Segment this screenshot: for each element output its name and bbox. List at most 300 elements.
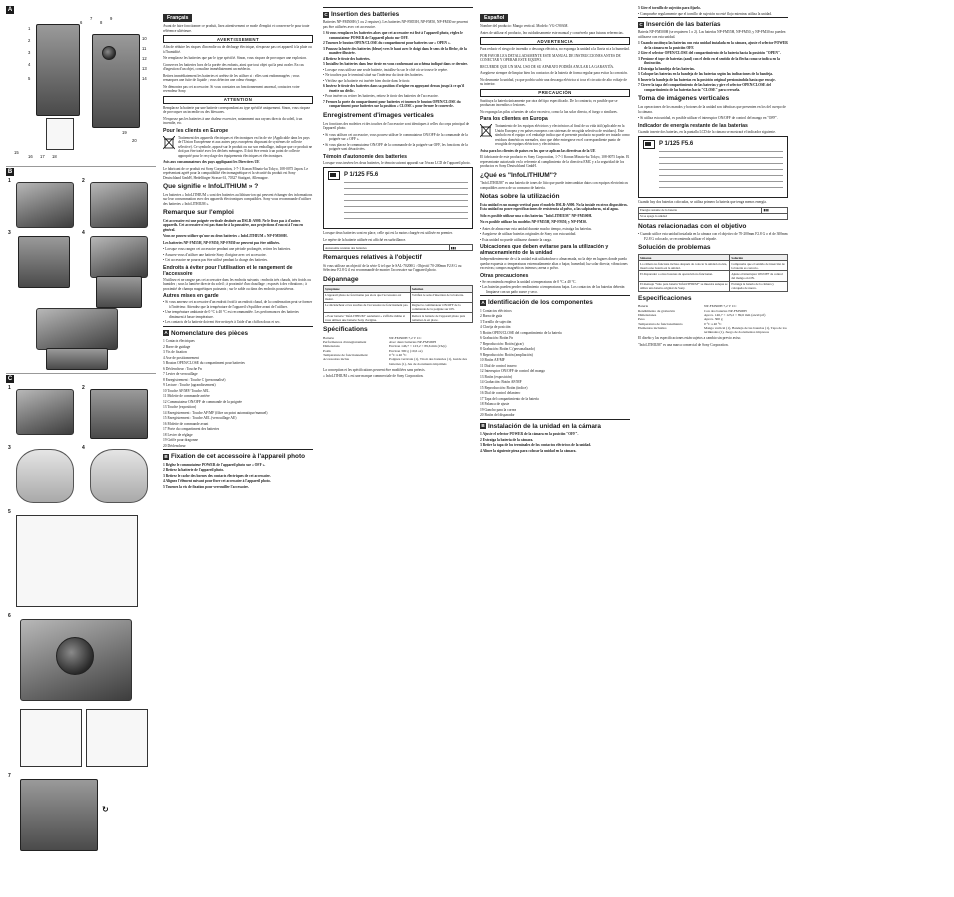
install-step: 2 Extraiga la batería de la cámara. <box>480 437 534 442</box>
warning-text-5: Ne démontez pas cet accessoire. Si vous constatez un fonctionnement anormal, contactez votre revendeur Sony. <box>163 84 300 93</box>
eu-heading: Pour les clients en Europe <box>163 127 229 134</box>
troubleshooting-header-solution: Solution <box>410 286 472 292</box>
spec-value: Mango vertical (1), Bandeja de las baterías (1), Tapa de los terminales (1), Juego de documentos impresos <box>704 325 787 335</box>
spec-key: Batería <box>638 304 649 309</box>
parts-item: 8 Grabación: Botón C (personalizado) <box>480 347 535 352</box>
attach-step: 1 Réglez le commutateur POWER de l'appareil photo sur « OFF ». <box>163 462 266 467</box>
tray-detail-illustration <box>20 709 82 767</box>
step-b-3: 3 <box>8 230 11 236</box>
install-section-title: Instalación de la unidad en la cámara <box>488 422 601 430</box>
table-row <box>324 292 473 302</box>
rotate-arrow-icon: ↻ <box>102 805 109 814</box>
install-note: • Compruebe regularmente que el tornillo de sujeción no esté flojo mientras utiliza la unidad. <box>638 12 788 17</box>
column-spanish-2 <box>638 6 788 891</box>
usage-bullet-2: • Asegúrese de utilizar baterías originales de Sony con esta unidad. <box>480 232 630 237</box>
insert-note: • Pour insérer ou retirer les batteries, retirez le tiroir des batteries de l'accessoire. <box>323 94 473 99</box>
usage-notes-text-3: Les batteries NP-FM55H, NP-FM50, NP-FM30 ne peuvent pas être utilisées. <box>163 240 280 245</box>
spec-value: NP-FM500H 7,2 V CC <box>389 335 422 340</box>
insert-battery-title: Inserción de las baterías <box>646 21 721 28</box>
crossed-bin-icon <box>163 136 175 150</box>
parts-item: 18 Levier de réglage <box>163 432 193 437</box>
warning-text-5: No desmonte la unidad, ya que podría sufrir una descarga eléctrica si toca el circuito de alto voltaje de su interior. <box>480 77 627 86</box>
lcd-screen-illustration <box>638 136 788 198</box>
trademark-note: "InfoLITHIUM" es una marca comercial de Sony Corporation. <box>638 342 729 347</box>
usage-bullet-2: • Assurez-vous d'utiliser une batterie Sony d'origine avec cet accessoire. <box>163 253 313 258</box>
warning-text-4: Retirez immédiatement les batteries et arrêtez de les utiliser si : elles sont endommagées ; vous remarquez une fuite de liquide ; vous détectez une odeur étrange. <box>163 73 300 82</box>
parts-item: 11 Dial de control trasero <box>480 363 517 368</box>
vertical-shooting-heading: Toma de imágenes verticales <box>638 95 730 103</box>
insert-step: 4 Retirez le tiroir des batteries. <box>323 56 371 61</box>
insert-battery-intro: Batería NP-FM500H (se requieren 1 o 2). Las baterías NP-FM55H, NP-FM50, y NP-FM30 no pueden utilizarse con esta unidad. <box>638 30 786 39</box>
storage-heading: Endroits à éviter pour l'utilisation et le rangement de l'accessoire <box>163 264 293 277</box>
troubleshooting-table <box>638 254 788 292</box>
troubleshooting-header-symptom: Symptôme <box>324 286 411 292</box>
eu-notice-text: Le fabricant de ce produit est Sony Corporation, 1-7-1 Konan Minato-ku Tokyo, 108-0075 Japon. Le représentant agréé pour la compatibilité électromagnétique et la sécurité du produit est Sony Deutschland GmbH, Hedelfinger Strasse 61, 70327 Stuttgart, Allemagne. <box>163 166 309 180</box>
insert-step: 6 Insérez le tiroir des batteries dans sa position d'origine en appuyant dessus jusqu'à ce qu'il émette un déclic. <box>323 84 465 93</box>
callout-5: 5 <box>28 76 31 81</box>
parts-list <box>480 309 630 418</box>
other-precautions-heading: Otras precauciones <box>480 272 529 279</box>
step-c-5: 5 <box>8 509 11 515</box>
caution-text: Sustituya la batería únicamente por otra del tipo especificado. De lo contrario, es posible que se produzcan incendios o lesiones. <box>480 98 618 107</box>
battery-indicator-heading: Témoin d'autonomie des batteries <box>323 153 407 160</box>
callout-18: 18 <box>52 154 57 159</box>
parts-item: 13 Touche (exposition) <box>163 405 197 410</box>
usage-notes-text: Cet accessoire est une poignée verticale destinée au DSLR-A900. Ne le fixez pas à d'autres appareils. Cet accessoire n'est pas étanche à la poussière, aux projections d'eau ni à l'eau en général. <box>163 218 303 232</box>
usage-bullet-1: • Antes de almacenar esta unidad durante mucho tiempo, extraiga las baterías. <box>480 227 630 232</box>
spec-key: Dimensions <box>323 344 340 349</box>
symptom-cell: Le déclencheur et les touches de l'accessoire ne fonctionnent pas. <box>324 302 411 312</box>
eu-text: Traitement des appareils électriques et électroniques en fin de vie (Applicable dans les pays de l'Union Européenne et aux autres pays européens disposant de systèmes de collecte sélective). Ce symbole, apposé sur le produit ou sur son emballage, indique que ce produit ne doit pas être traité avec les déchets ménagers. Il doit être remis à un point de collecte approprié pour le recyclage des équipements électriques et électroniques. <box>178 135 313 158</box>
battery-level-table <box>323 244 473 251</box>
spec-value: Environ 146,7 × 123,2 × 89,6 mm (l/h/p) <box>389 344 447 349</box>
spec-key: Accessoires inclus <box>323 357 349 362</box>
parts-item: 5 Bouton OPEN/CLOSE du compartiment pour batteries <box>163 361 245 366</box>
insert-step: 4 Extraiga la bandeja de las baterías. <box>638 66 695 71</box>
parts-section-heading <box>163 330 313 337</box>
lcd-screen-illustration <box>323 167 473 229</box>
parts-item: 3 Vis de fixation <box>163 350 187 355</box>
callout-12: 12 <box>142 56 147 61</box>
figures-column <box>6 6 156 891</box>
lens-notes-heading: Notas relacionadas con el objetivo <box>638 222 747 230</box>
insert-step: 2 Tournez le bouton OPEN/CLOSE du compartiment pour batteries sur « OPEN ». <box>323 41 451 46</box>
parts-item: 1 Contacts électriques <box>163 339 195 344</box>
spec-value: Aprox. 300 g <box>704 317 723 322</box>
table-row <box>324 312 473 322</box>
install-step: 1 Ajuste el selector POWER de la cámara en la posición "OFF". <box>480 432 579 436</box>
troubleshooting-heading: Solución de problemas <box>638 244 711 252</box>
warning-text: Afin de réduire les risques d'incendie ou de décharge électrique, n'exposez pas cet appareil à la pluie ou à l'humidité. <box>163 45 312 54</box>
other-bullet-1: • Se recomienda emplear la unidad a temperaturas de 0 °C a 40 °C. <box>480 280 630 285</box>
solution-cell: Retirez la batterie de l'appareil photo puis remettez-la en place. <box>410 312 472 322</box>
infolithium-heading: Que signifie « InfoLITHIUM » ? <box>163 183 259 190</box>
callout-17: 17 <box>40 154 45 159</box>
lcd-exposure-readout: P 1/125 F5.6 <box>344 172 379 178</box>
usage-notes-text-2: Vous ne pouvez utiliser qu'une ou deux batteries « InfoLITHIUM » NP-FM500H. <box>163 234 288 239</box>
troubleshooting-table <box>323 285 473 323</box>
parts-item: 6 Déclencheur : Touche Fn <box>163 366 202 371</box>
section-letter-a: A <box>481 299 485 305</box>
vertical-shooting-text: Las operaciones de los mandos y botones de la unidad son idénticas que presenten en los del cuerpo de la cámara. <box>638 105 786 114</box>
callout-7: 7 <box>90 16 93 21</box>
troubleshooting-header-solution: Solución <box>730 255 788 261</box>
intro-text: Avant de faire fonctionner ce produit, lisez attentivement ce mode d'emploi et conservez-le pour toute référence ultérieure. <box>163 24 310 33</box>
parts-item: 9 Reproducción: Botón (ampliación) <box>480 352 533 357</box>
parts-item: 9 Lecture : Touche (agrandissement) <box>163 383 216 388</box>
parts-item: 20 Botón del disparador <box>480 413 515 418</box>
attach-section-heading <box>163 453 313 460</box>
section-letter-b: B <box>164 453 168 459</box>
warning-text: Para reducir el riesgo de incendio o descarga eléctrica, no exponga la unidad a la lluvia ni a la humedad. <box>480 47 630 51</box>
column-spanish-1 <box>480 6 630 891</box>
attach-step: 2 Retirez la batterie de l'appareil photo. <box>163 468 225 472</box>
parts-item: 14 Grabación: Botón AF/MF <box>480 380 522 385</box>
callout-10: 10 <box>142 36 147 41</box>
symptom-cell: La cámara no funciona incluso después de colocar la unidad en ésta, inserta una batería en la unidad. <box>639 261 730 271</box>
insert-step: 6 Inserte la bandeja de las baterías en la posición original presionándola hasta que encaje. <box>638 77 776 82</box>
insert-note: • Ne touchez pas le terminal situé sur l'intérieur du tiroir des batteries. <box>323 73 473 78</box>
crossed-bin-icon <box>480 124 492 138</box>
callout-15: 15 <box>14 150 19 155</box>
warning-heading: AVERTISSEMENT <box>163 35 313 43</box>
recycle-block <box>163 136 313 159</box>
eu-notice-heading: Aviso para los clientes de países en los que se aplican las directivas de la UE <box>480 148 596 153</box>
infolithium-text: "InfoLITHIUM" es una batería de iones de litio que puede intercambiar datos con equipos electrónicos compatibles acerca de su consumo de batería. <box>480 181 629 190</box>
parts-item: 4 Clavija de posición <box>480 325 511 330</box>
table-row <box>639 261 788 271</box>
battery-indicator-text: Cuando inserte dos baterías, en la pantalla LCD de la cámara se mostrará el indicador siguiente. <box>638 129 776 134</box>
camera-illustration-b5 <box>36 308 118 350</box>
callout-13: 13 <box>142 66 147 71</box>
solution-cell: Réglez le commutateur ON/OFF de la commande de la poignée sur ON. <box>410 302 472 312</box>
insert-step: 7 Cierre la tapa del compartimiento de las baterías y gire el selector OPEN/CLOSE del compartimiento de las baterías hacia "CLOSE" para cerrarla. <box>638 83 771 92</box>
solution-cell: Ajuste el interruptor ON/OFF de control del mango en ON. <box>730 271 788 281</box>
caution-text-2: No exponga las pilas a fuentes de calor excesivo, como la luz solar directa, el fuego o similares. <box>480 109 618 114</box>
parts-item: 20 Déclencheur <box>163 443 186 448</box>
callout-20: 20 <box>132 138 137 143</box>
camera-illustration-b2 <box>90 182 148 228</box>
parts-item: 5 Botón OPEN/CLOSE del compartimiento de la batería <box>480 330 562 335</box>
callout-2: 2 <box>28 38 31 43</box>
parts-item: 2 Barre de guidage <box>163 344 191 349</box>
vertical-shooting-heading: Enregistrement d'images verticales <box>323 111 434 119</box>
spec-value: Aprox. 146,7 × 123,2 × 89,6 mm (an/al/prf) <box>704 313 766 317</box>
tray-detail-illustration-2 <box>86 709 148 767</box>
insert-step: 5 Coloque las baterías en la bandeja de las baterías según las indicaciones de la bandeja. <box>638 72 773 77</box>
callout-14: 14 <box>142 76 147 81</box>
insert-step: 3 Poussez la butée des batteries (bleue) vers le haut avec le doigt dans le sens de la flèche, de la manière illustrée. <box>323 46 467 56</box>
spec-row <box>323 357 473 366</box>
usage-notes-text-3: No es posible utilizar los modelos NP-FM55H, NP-FM50, y NP-FM30. <box>480 220 587 225</box>
eu-notice-text: El fabricante de este producto es Sony Corporation, 1-7-1 Konan Minato-ku Tokyo, 108-0075 Japón. El representante autorizado en lo referente al cumplimiento de la directiva EMC y a la seguridad de los productos es Sony Deutschland GmbH. <box>480 155 630 168</box>
figure-a-parts <box>6 6 156 167</box>
parts-item: 6 Grabación: Botón Fn <box>480 336 514 341</box>
figure-b-attach <box>6 168 156 374</box>
battery-tray-illustration <box>46 118 74 150</box>
spec-key: Rendimiento de grabación <box>638 308 675 313</box>
usage-notes-heading: Notas sobre la utilización <box>480 193 560 201</box>
insert-step: 5 Installez les batteries dans leur tiroir en vous conformant au schéma indiqué dans ce dernier. <box>323 62 468 67</box>
parts-item: 19 Gancho para la correa <box>480 407 517 412</box>
spec-key: Température de fonctionnement <box>323 352 368 357</box>
figure-tab-c: C <box>7 376 13 382</box>
usage-bullet-3: • Cet accessoire ne pourra pas être utilisé pendant la charge des batteries. <box>163 258 313 263</box>
insert-battery-title: Insertion des batteries <box>331 11 400 18</box>
hand-illustration-c4 <box>90 449 148 503</box>
camera-illustration-b4 <box>90 236 148 278</box>
symptom-cell: « Pour batterie "InfoLITHIUM" seulement » s'affiche même si vous utilisez une batterie Sony d'origine. <box>324 312 411 322</box>
parts-item: 1 Contactos eléctricos <box>480 308 512 313</box>
step-c-6: 6 <box>8 613 11 619</box>
callout-16: 16 <box>28 154 33 159</box>
table-row <box>639 281 788 291</box>
lens-notes-heading: Remarques relatives à l'objectif <box>323 254 422 262</box>
spec-value: Con dos baterías NP-FM500H <box>704 308 747 313</box>
usage-bullet-1: • Lorsque vous rangez cet accessoire pendant une période prolongée, retirez les batteries. <box>163 247 313 252</box>
parts-item: 19 Griffe pour dragonne <box>163 438 198 443</box>
solution-cell: Vérifiez le sens d'insertion de la batterie. <box>410 292 472 302</box>
figure-tab-b: B <box>7 169 13 175</box>
table-row <box>639 271 788 281</box>
spec-value: 0 °C a 40 °C <box>704 321 722 326</box>
warning-text-3: Conservez les batteries hors de la portée des enfants, ainsi que tout objet qui la peut avaler. En cas d'ingestion d'un objet, consultez immédiatement un médecin. <box>163 62 304 71</box>
step-b-1: 1 <box>8 178 11 184</box>
hand-illustration-c3 <box>16 449 74 503</box>
section-letter-a: A <box>164 330 168 336</box>
eu-text: Tratamiento de los equipos eléctricos y electrónicos al final de su vida útil (aplicable en la Unión Europea y en países europeos con sistemas de recogida selectiva de residuos). Este símbolo en el equipo o el embalaje indica que el presente producto no puede ser tratado como residuos domésticos normales, sino que debe entregarse en el correspondiente punto de recogida de equipos eléctricos y electrónicos. <box>495 124 630 146</box>
battery-level-label: Autonomie restante des batteries <box>324 245 450 251</box>
callout-3: 3 <box>28 50 31 55</box>
insert-step: 1 Cuando sustituya las baterías con esta unidad instalada en la cámara, ajuste el selector POWER de la cámara en la posición OFF. <box>638 41 788 50</box>
parts-item: 15 Reproducción: Botón (índice) <box>480 385 528 390</box>
solution-cell: Extraiga la batería de la cámara y colóquela de nuevo. <box>730 281 788 291</box>
parts-item: 8 Enregistrement : Touche C (personnalisé) <box>163 377 226 382</box>
grip-illustration-b4 <box>96 276 142 308</box>
spec-value: NP-FM500H 7,2 V CC <box>704 304 737 309</box>
callout-8: 8 <box>100 20 103 25</box>
column-french-1 <box>163 6 313 891</box>
eu-notice-heading: Avis aux consommateurs des pays appliquant les Directives UE <box>163 160 260 164</box>
spec-key: Poids <box>323 348 331 353</box>
intro-text: Nombre del producto: Mango vertical. Modelo: VG-C90AM. <box>480 24 569 28</box>
usage-bullet-3: • Esta unidad no puede utilizarse durante la carga. <box>480 238 630 243</box>
parts-item: 2 Barra de guía <box>480 314 503 319</box>
solution-cell: Compruebe que el sentido de inserción de la batería es correcto. <box>730 261 788 271</box>
symptom-cell: L'appareil photo ne fonctionne pas alors que l'accessoire est inséré. <box>324 292 411 302</box>
attach-step: 3 Retirez le cache des bornes des contacts électriques de cet accessoire. <box>163 473 271 478</box>
insert-note: • Vérifiez que la batterie est insérée bien droite dans le tiroir. <box>323 79 473 84</box>
parts-item: 18 Palanca de ajuste <box>480 402 510 407</box>
warning-text-4: Asegúrese siempre de limpiar bien los contactos de la batería de forma regular para evitar la corrosión. <box>480 71 628 75</box>
spec-key: Performances d'enregistrement <box>323 340 367 345</box>
battery-indicator-heading: Indicador de energía restante de las baterías <box>638 122 748 129</box>
caution-heading: PRECAUCIÓN <box>480 89 630 97</box>
parts-item: 10 Botón AF/MF <box>480 358 505 363</box>
warning-heading: ADVERTENCIA <box>480 37 630 45</box>
grip-illustration-b3 <box>18 236 70 288</box>
grip-front-illustration <box>36 24 80 116</box>
attach-step: 5 Tournez la vis de fixation pour verrouiller l'accessoire. <box>163 484 249 489</box>
battery-full-icon: ▮▮▮ <box>450 245 456 250</box>
insert-step: 3 Presione el tope de baterías (azul) con el dedo en el sentido de la flecha como se indica en la ilustración. <box>638 56 780 66</box>
grip-illustration-b5 <box>46 348 108 370</box>
other-bullet-1: • Si vous amenez cet accessoire d'un endroit froid à un endroit chaud, de la condensation peut se former à l'intérieur. Attendez que la température de l'appareil s'équilibre avant de l'utiliser. <box>163 300 313 309</box>
parts-item: 7 Reproducción: Botón (girar) <box>480 341 524 346</box>
battery-indicator-note: Cuando hay dos baterías colocadas, se utiliza primero la batería que tenga menos energía. <box>638 200 767 204</box>
insert-battery-heading <box>638 21 788 28</box>
step-b-4: 4 <box>82 230 85 236</box>
lens-notes-text: • Cuando utilice esta unidad instalada en la cámara con el objetivo de 70-200mm F2.8 G o el de 300mm F2.8 G colocado, se recomienda utilizar el trípode. <box>638 232 788 241</box>
troubleshooting-header-symptom: Síntoma <box>639 255 730 261</box>
battery-level-icons <box>449 245 472 251</box>
vertical-shooting-text: Les fonctions des molettes et des touches de l'accessoire sont identiques à celles du corps principal de l'appareil photo. <box>323 121 470 130</box>
parts-list <box>163 339 313 448</box>
troubleshooting-heading: Dépannage <box>323 275 359 283</box>
parts-item: 4 Axe de positionnement <box>163 355 199 360</box>
parts-section-heading <box>480 299 630 306</box>
battery-indicator-text: Lorsque vous insérez les deux batteries, le témoin suivant apparaît sur l'écran LCD de l'appareil photo. <box>323 160 471 165</box>
other-precautions-heading: Autres mises en garde <box>163 293 219 300</box>
infolithium-text: Les batteries « InfoLITHIUM » sont des batteries au lithium-ion qui peuvent échanger des informations sur leur consommation avec des appareils électroniques compatibles. Sony vous recommande d'utiliser des batteries « InfoLITHIUM ». <box>163 192 313 206</box>
eu-heading: Para los clientes en Europa <box>480 116 548 122</box>
specifications-heading: Spécifications <box>323 326 368 334</box>
infolithium-heading: ¿Qué es "InfoLITHIUM"? <box>480 171 557 179</box>
grip-illustration-c7 <box>20 779 98 851</box>
parts-section-title: Nomenclature des pièces <box>171 329 249 337</box>
spec-value: Environ 300 g (10,6 oz) <box>389 348 423 353</box>
spec-key: Batterie <box>323 335 335 340</box>
spec-note: La conception et les spécifications peuvent être modifiées sans préavis. <box>323 367 426 372</box>
insert-step: 7 Fermez la porte du compartiment pour batteries et tournez le bouton OPEN/CLOSE du compartiment pour batteries sur la position « CLOSE » pour fermer le couvercle. <box>323 99 461 109</box>
parts-item: 16 Molette de commande avant <box>163 421 209 426</box>
spec-value: 0 °C à 40 °C <box>389 352 407 357</box>
storage-text: Independientemente de si la unidad está utilizándose o almacenada, no la deje en lugares donde pueda quedar expuesta a: temperaturas extremadamente altas o bajas; humedad; luz solar directa; vibraciones excesivas; campos magnéticos intensos; arena o polvo. <box>480 257 628 271</box>
lcd-exposure-readout: P 1/125 F5.6 <box>659 141 694 147</box>
specifications-heading: Especificaciones <box>638 294 692 302</box>
spec-note: El diseño y las especificaciones están sujetos a cambio sin previo aviso. <box>638 336 742 341</box>
other-bullet-2: • Las baterías pueden perder rendimiento a temperaturas bajas. Los contactos de las baterías deberán limpiarse con un paño suave y seco. <box>480 285 630 294</box>
battery-indicator-note: Lorsque deux batteries sont en place, celle qui est la moins chargée est utilisée en premier. <box>323 231 453 235</box>
parts-item: 17 Tapa del compartimiento de la batería <box>480 396 539 401</box>
step-c-2: 2 <box>82 385 85 391</box>
step-b-2: 2 <box>82 178 85 184</box>
step-c-3: 3 <box>8 445 11 451</box>
control-dial-illustration <box>102 46 116 60</box>
usage-notes-heading: Remarque sur l'emploi <box>163 209 234 217</box>
symptom-cell: El mensaje "Sólo para batería 'InfoLITHIUM'" se muestra aunque se utiliza una batería original de Sony. <box>639 281 730 291</box>
figure-c-batteries <box>6 375 156 891</box>
attach-section-title: Fixation de cet accessoire à l'appareil photo <box>171 453 305 461</box>
step-c-7: 7 <box>8 773 11 779</box>
parts-item: 14 Enregistrement : Touche AF/MF (filtre un point automatique/manuel) <box>163 410 268 415</box>
callout-9: 9 <box>110 16 113 21</box>
language-tab-francais: Français <box>163 14 192 22</box>
insert-step: 2 Gire el selector OPEN/CLOSE del compartimiento de la batería hacia la posición "OPEN". <box>638 51 781 56</box>
spec-row <box>638 326 788 335</box>
spec-value: Avec deux batteries NP-FM500H <box>389 340 436 345</box>
install-step: 5 Gire el tornillo de sujeción para fijarlo. <box>638 6 701 10</box>
battery-level-table <box>638 207 788 220</box>
symptom-cell: El disparador o otros botones de operación no funcionan. <box>639 271 730 281</box>
lens-illustration-c6 <box>56 637 94 675</box>
other-bullet-2: • Une température ambiante de 0 °C à 40 °C est recommandée. Les performances des batteries diminuent à basse température. <box>163 310 313 319</box>
figure-tab-a: A <box>7 7 13 13</box>
usage-notes-text-2: Sólo es posible utilizar una o dos baterías "InfoLITHIUM" NP-FM500H. <box>480 213 593 218</box>
parts-item: 10 Touche AF/MF/ Touche AEL <box>163 388 210 393</box>
callout-11: 11 <box>142 46 147 51</box>
storage-text: N'utilisez et ne rangez pas cet accessoire dans les endroits suivants : endroits très chauds, très froids ou humides ; sous la lumière directe du soleil ; à proximité d'un chauffage ; exposés à des vibrations ; à proximité de champs magnétiques puissants ; sur le sable ou dans des endroits poussiéreux. <box>163 277 311 291</box>
parts-item: 17 Porte du compartiment des batteries <box>163 427 220 432</box>
camera-illustration-c1 <box>16 389 74 435</box>
step-c-1: 1 <box>8 385 11 391</box>
attention-text-2: N'exposez pas les batteries à une chaleur excessive, notamment aux rayons directs du soleil, à un incendie, etc. <box>163 116 303 125</box>
parts-item: 13 Botón (exposición) <box>480 374 513 379</box>
usage-notes-text: Esta unidad es un mango vertical para el modelo DSLR-A900. No la instale en otros dispositivos. Esta unidad no posee especificaciones de resistencia al polvo, a las salpicaduras, ni al agua. <box>480 202 628 212</box>
parts-item: 3 Tornillo de sujeción <box>480 319 512 324</box>
attention-text: Remplacez la batterie par une batterie correspondant au type spécifié uniquement. Sinon, vous risquez de provoquer un incendie ou des blessures. <box>163 105 310 114</box>
install-section-heading <box>480 423 630 430</box>
insert-battery-intro: Batteries NP-FM500H (1 ou 2 requises). Les batteries NP-FM55H, NP-FM50, NP-FM30 ne peuvent pas être utilisées avec cet accessoire. <box>323 20 469 29</box>
parts-item: 12 Interruptor ON/OFF de control del mango <box>480 369 546 374</box>
table-row <box>324 302 473 312</box>
install-step: 3 Retire la tapa de los terminales de los contactos eléctricos de la unidad. <box>480 443 592 447</box>
parts-item: 11 Molette de commande arrière <box>163 394 210 399</box>
parts-section-title: Identificación de los componentes <box>488 299 593 307</box>
battery-indicator-note-2: Le repère de la batterie utilisée est affiché en surbrillance. <box>323 237 407 242</box>
parts-item: 16 Dial de control delantero <box>480 391 521 396</box>
callout-4: 4 <box>28 62 31 67</box>
grip-rear-illustration <box>92 34 140 128</box>
section-letter-c: C <box>324 11 328 17</box>
callout-1: 1 <box>28 26 31 31</box>
insert-step: 1 Si vous remplacez les batteries alors que cet accessoire est fixé à l'appareil photo, réglez le commutateur POWER de l'appareil photo sur OFF. <box>323 31 463 40</box>
storage-heading: Ubicaciones que deben evitarse para la utilización y almacenamiento de la unidad <box>480 244 609 257</box>
spec-key: Peso <box>638 317 645 322</box>
lens-notes-text: Si vous utilisez un objectif de la série G tel que le SAL-70200G : Objectif 70-200mm F2.8 G ou Sélecteur F2.8 G il est recommandé de monter l'accessoire sur l'appareil photo. <box>323 263 462 273</box>
parts-item: 15 Enregistrement : Touche AEL (verrouillage AE) <box>163 416 237 421</box>
install-step: 4 Alinee la siguiente pieza para colocar la unidad en la cámara. <box>480 448 577 453</box>
insert-battery-heading <box>323 11 473 18</box>
battery-level-icon <box>643 140 655 149</box>
battery-level-label-2: Si se apaga la unidad <box>639 213 788 219</box>
vertical-shooting-bullet: • Si utiliza esta unidad, es posible utilizar el interruptor ON/OFF de control del mango en "OFF". <box>638 116 788 121</box>
warning-text-3: RECUERDE QUE UN MAL USO DE SU APARATO PODRÍA ANULAR LA GARANTÍA. <box>480 64 615 69</box>
grip-illustration-c2 <box>90 389 148 439</box>
vertical-shooting-bullet: • Si vous placez le commutateur ON/OFF de la commande de la poignée sur OFF, les fonctions de la poignée sont désactivées. <box>323 143 473 152</box>
column-french-2 <box>323 6 473 891</box>
warning-text-2: Ne remplacez les batteries que par le type spécifié. Sinon, vous risquez de provoquer une explosion. <box>163 56 307 60</box>
trademark-note: « InfoLITHIUM » est une marque commerciale de Sony Corporation. <box>323 374 424 379</box>
section-letter-b: B <box>481 423 485 429</box>
section-letter-c: C <box>639 21 643 27</box>
language-tab-espanol: Español <box>480 14 508 22</box>
recycle-block <box>480 124 630 147</box>
battery-tray-illustration-c5 <box>16 515 138 607</box>
other-bullet-3: • Les contacts de la batterie doivent être nettoyés à l'aide d'un chiffon doux et sec. <box>163 320 313 325</box>
step-c-4: 4 <box>82 445 85 451</box>
spec-value: Poignée verticale (1), Tiroir des batteries (1), Guide des batteries (1), Jeu de documents imprimés <box>389 357 467 366</box>
warning-text-2: POR FAVOR LEA DETALLADAMENTE ESTE MANUAL DE INSTRUCCIONES ANTES DE CONECTAR Y OPERAR ESTE EQUIPO. <box>480 53 621 62</box>
parts-item: 7 Levier de verrouillage <box>163 372 198 377</box>
battery-full-icon: ▮▮▮ <box>763 208 769 213</box>
spec-key: Dimensiones <box>638 313 657 317</box>
battery-level-icon <box>328 171 340 180</box>
callout-6: 6 <box>80 20 83 25</box>
intro-text-2: Antes de utilizar el producto, lea cuidadosamente este manual y consérvelo para futuras referencias. <box>480 30 624 35</box>
camera-illustration-b1 <box>16 182 74 228</box>
attach-step: 4 Alignez l'élément suivant pour fixer cet accessoire à l'appareil photo. <box>163 479 271 483</box>
